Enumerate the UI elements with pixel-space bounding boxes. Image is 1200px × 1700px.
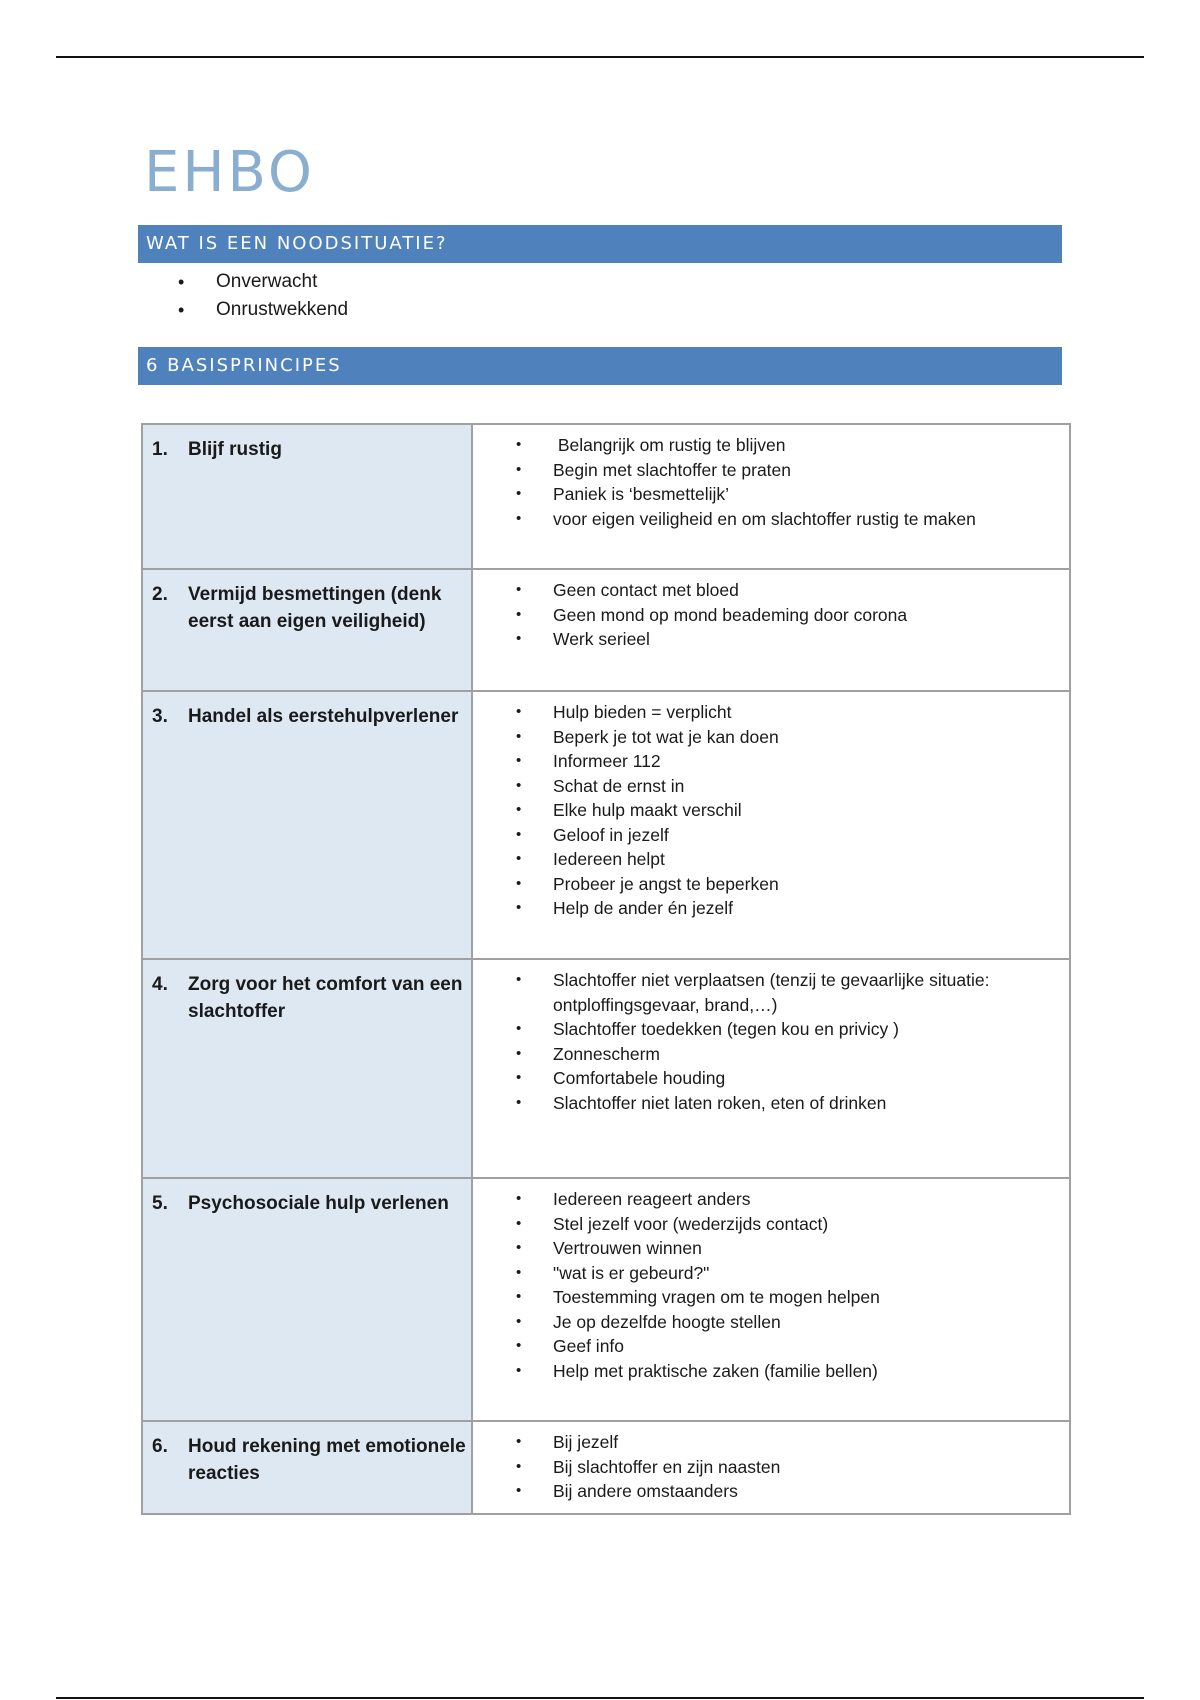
section-heading-noodsituatie: WAT IS EEN NOODSITUATIE?	[138, 225, 1062, 263]
list-item: • Onrustwekkend	[178, 296, 348, 324]
principle-title-cell	[142, 1421, 472, 1514]
list-item: • Hulp bieden = verplicht	[516, 700, 1069, 725]
principle-number: 5.	[152, 1193, 168, 1214]
principle-bullets-cell	[472, 1178, 1070, 1421]
list-item: • Elke hulp maakt verschil	[516, 798, 1069, 823]
list-item: • Zonnescherm	[516, 1042, 1069, 1067]
principle-title-cell	[142, 959, 472, 1178]
list-item: • Beperk je tot wat je kan doen	[516, 725, 1069, 750]
bullet-list	[473, 1422, 1069, 1504]
list-item: • Begin met slachtoffer te praten	[516, 458, 1069, 483]
list-item: • Werk serieel	[516, 627, 1069, 652]
principle-bullets-cell	[472, 1421, 1070, 1514]
list-item: • Paniek is ‘besmettelijk’	[516, 482, 1069, 507]
list-item: • voor eigen veiligheid en om slachtoffer rustig te maken	[516, 507, 1069, 532]
list-item: • Bij andere omstaanders	[516, 1479, 1069, 1504]
list-item: • Toestemming vragen om te mogen helpen	[516, 1285, 1069, 1310]
noodsituatie-list	[178, 268, 348, 324]
bullet-list	[473, 425, 1069, 531]
table-row	[142, 569, 1070, 691]
bullet-list	[473, 960, 1069, 1115]
list-item: • Belangrijk om rustig te blijven	[516, 433, 1069, 458]
table-row	[142, 1178, 1070, 1421]
principle-title-cell	[142, 1178, 472, 1421]
principle-title: Houd rekening met emotionele reacties	[188, 1436, 466, 1484]
principle-title: Handel als eerstehulpverlener	[188, 706, 459, 727]
list-item: • Je op dezelfde hoogte stellen	[516, 1310, 1069, 1335]
table-row	[142, 1421, 1070, 1514]
principle-bullets-cell	[472, 959, 1070, 1178]
table-row	[142, 959, 1070, 1178]
list-item: • Bij jezelf	[516, 1430, 1069, 1455]
principle-title: Blijf rustig	[188, 439, 282, 460]
principle-number: 2.	[152, 584, 168, 605]
principles-table	[141, 423, 1071, 1515]
principle-number: 6.	[152, 1436, 168, 1457]
bullet-list	[473, 570, 1069, 652]
header-rule	[56, 56, 1144, 58]
list-item: • Iedereen reageert anders	[516, 1187, 1069, 1212]
principle-title-cell	[142, 424, 472, 569]
list-item: • Schat de ernst in	[516, 774, 1069, 799]
list-item: • Onverwacht	[178, 268, 348, 296]
list-item: • Help de ander én jezelf	[516, 896, 1069, 921]
list-item: • Slachtoffer toedekken (tegen kou en privicy )	[516, 1017, 1069, 1042]
list-item: • Geef info	[516, 1334, 1069, 1359]
list-item	[516, 968, 1069, 1017]
principle-title: Psychosociale hulp verlenen	[188, 1193, 449, 1214]
bullet-list	[473, 1179, 1069, 1383]
list-item: • Geen contact met bloed	[516, 578, 1069, 603]
bullet-list	[473, 692, 1069, 921]
principle-number: 1.	[152, 439, 168, 460]
principle-title-cell	[142, 691, 472, 959]
list-item: • Iedereen helpt	[516, 847, 1069, 872]
list-item: • "wat is er gebeurd?"	[516, 1261, 1069, 1286]
list-item: • Help met praktische zaken (familie bellen)	[516, 1359, 1069, 1384]
list-item: • Vertrouwen winnen	[516, 1236, 1069, 1261]
footer-rule	[56, 1697, 1144, 1699]
principle-number: 3.	[152, 706, 168, 727]
principle-number: 4.	[152, 974, 168, 995]
list-item: • Geloof in jezelf	[516, 823, 1069, 848]
principle-bullets-cell	[472, 691, 1070, 959]
principle-title-cell	[142, 569, 472, 691]
list-item: • Bij slachtoffer en zijn naasten	[516, 1455, 1069, 1480]
list-item-continuation: ontploffingsgevaar, brand,…)	[553, 994, 778, 1015]
list-item: • Slachtoffer niet laten roken, eten of drinken	[516, 1091, 1069, 1116]
principle-title: Vermijd besmettingen (denk eerst aan eigen veiligheid)	[188, 584, 442, 632]
principle-bullets-cell	[472, 424, 1070, 569]
table-row	[142, 691, 1070, 959]
principle-bullets-cell	[472, 569, 1070, 691]
list-item: • Comfortabele houding	[516, 1066, 1069, 1091]
list-item: • Geen mond op mond beademing door corona	[516, 603, 1069, 628]
list-item: • Probeer je angst te beperken	[516, 872, 1069, 897]
section-heading-basisprincipes: 6 BASISPRINCIPES	[138, 347, 1062, 385]
table-row	[142, 424, 1070, 569]
page-title: EHBO	[144, 140, 316, 205]
principle-title: Zorg voor het comfort van een slachtoffer	[188, 974, 463, 1022]
list-item-text: Slachtoffer niet verplaatsen (tenzij te gevaarlijke situatie:	[553, 970, 990, 990]
list-item: • Stel jezelf voor (wederzijds contact)	[516, 1212, 1069, 1237]
list-item: • Informeer 112	[516, 749, 1069, 774]
